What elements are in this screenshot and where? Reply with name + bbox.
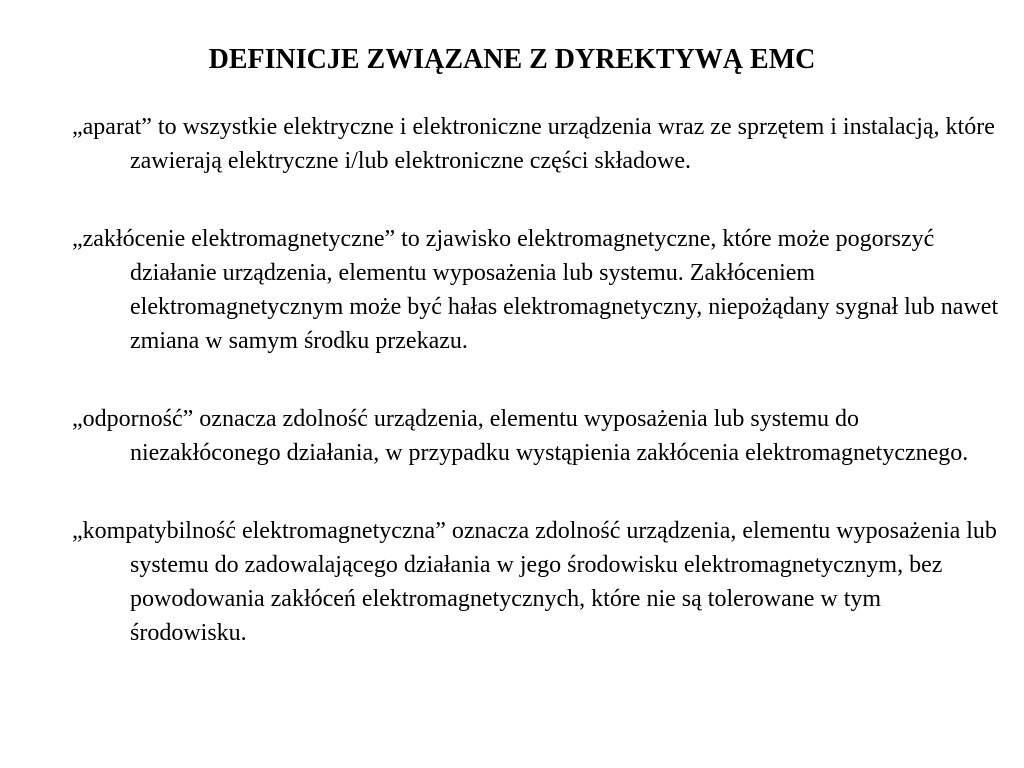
definition-immunity: „odporność” oznacza zdolność urządzenia, elementu wyposażenia lub systemu do niezakłóconego działania, w przypadku wystąpienia zakłócenia elektromagnetycznego. bbox=[72, 406, 969, 466]
definition-electromagnetic-compatibility: „kompatybilność elektromagnetyczna” oznacza zdolność urządzenia, elementu wyposażenia lub systemu do zadowalającego działania w jego środowisku elektromagnetycznym, bez powodowania zakłóceń elektromagnetycznych, które nie są tolerowane w tym środowisku. bbox=[72, 518, 997, 646]
definition-electromagnetic-disturbance: „zakłócenie elektromagnetyczne” to zjawisko elektromagnetyczne, które może pogorszyć działanie urządzenia, elementu wyposażenia lub systemu. Zakłóceniem elektromagnetycznym może być hałas elektromagnetyczny, niepożądany sygnał lub nawet zmiana w samym środku przekazu. bbox=[72, 226, 999, 354]
slide-title: DEFINICJE ZWIĄZANE Z DYREKTYWĄ EMC bbox=[208, 44, 816, 75]
definition-apparatus: „aparat” to wszystkie elektryczne i elektroniczne urządzenia wraz ze sprzętem i instalacją, które zawierają elektryczne i/lub elektroniczne części składowe. bbox=[72, 114, 995, 174]
definitions-list bbox=[72, 110, 1002, 694]
